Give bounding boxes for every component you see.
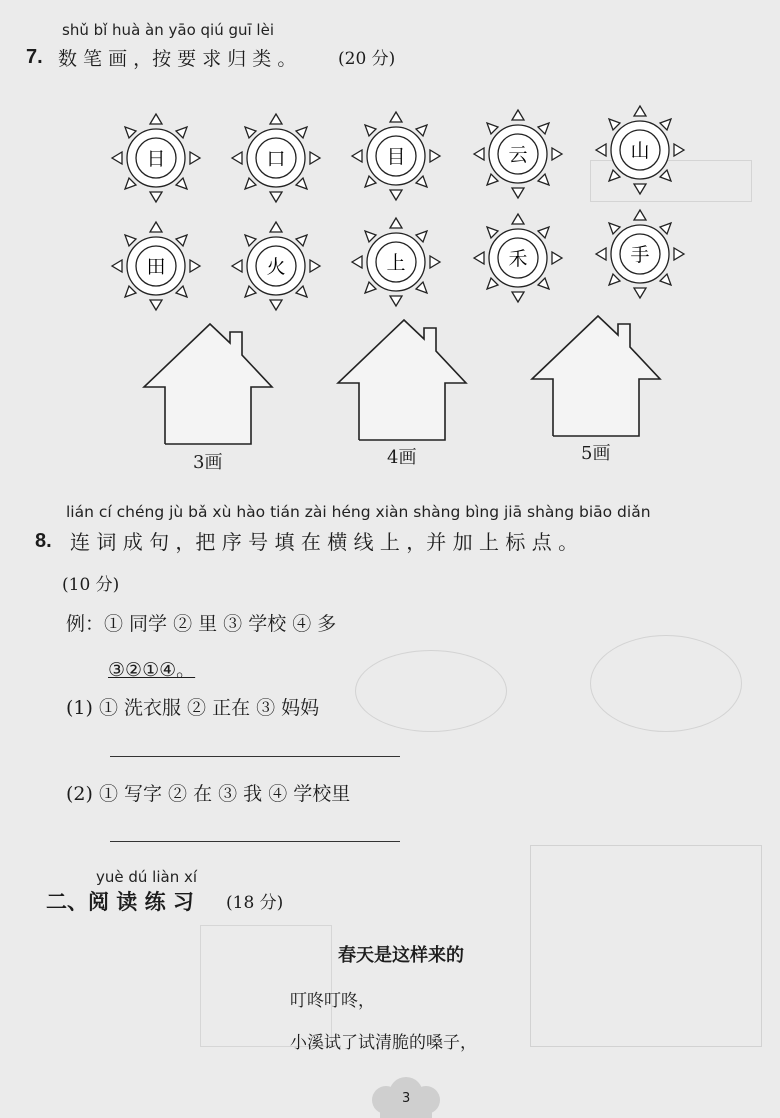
sun-char: 手 [630, 244, 650, 266]
sun-char: 禾 [508, 248, 528, 270]
sun-char: 目 [386, 146, 406, 168]
q8-instruction: 连 词 成 句 ，把 序 号 填 在 横 线 上 ，并 加 上 标 点 。 [70, 530, 579, 554]
example-label: 例： [66, 613, 105, 635]
house-5-strokes [528, 312, 668, 438]
poem-title: 春天是这样来的 [338, 945, 464, 966]
sun-char: 云 [508, 144, 528, 166]
sun-char: 口 [266, 148, 286, 170]
section2-pinyin: yuè dú liàn xí [96, 868, 198, 886]
q8-score: (10 分) [62, 575, 120, 595]
bleed-through-oval [355, 650, 507, 732]
bleed-through-box [530, 845, 762, 1047]
q7-instruction: 数 笔 画 ，按 要 求 归 类 。 [58, 48, 297, 70]
answer-line-1[interactable] [110, 756, 400, 757]
q7-number: 7. [26, 46, 43, 68]
sun-char: 山 [630, 140, 650, 162]
sun-char-ri [110, 112, 202, 204]
house-label: 5画 [581, 443, 611, 464]
sun-char: 田 [146, 256, 166, 278]
sun-char-kou [230, 112, 322, 204]
example-words: ① 同学 ② 里 ③ 学校 ④ 多 [104, 613, 337, 635]
sun-char-shou [594, 208, 686, 300]
answer-line-2[interactable] [110, 841, 400, 842]
q8-item-2: (2) ① 写字 ② 在 ③ 我 ④ 学校里 [66, 783, 351, 805]
q7-pinyin: shǔ bǐ huà àn yāo qiú guī lèi [62, 21, 274, 39]
section2-title: 二、阅 读 练 习 [46, 889, 194, 914]
house-label: 3画 [193, 452, 223, 473]
sun-char-shan [594, 104, 686, 196]
sun-char: 火 [266, 256, 286, 278]
house-label: 4画 [387, 447, 417, 468]
bleed-through-oval [590, 635, 742, 732]
sun-char-yun [472, 108, 564, 200]
sun-char: 上 [386, 252, 406, 274]
q8-number: 8. [35, 530, 52, 552]
q8-pinyin: lián cí chéng jù bǎ xù hào tián zài héng xiàn shàng bìng jiā shàng biāo diǎn [66, 503, 651, 521]
poem-line-1: 叮咚叮咚， [290, 991, 375, 1011]
house-3-strokes [140, 320, 280, 446]
sun-char-tian [110, 220, 202, 312]
sun-char-shang [350, 216, 442, 308]
page-number: 3 [402, 1091, 411, 1106]
q8-item-1: (1) ① 洗衣服 ② 正在 ③ 妈妈 [66, 697, 320, 719]
sun-char: 日 [146, 148, 166, 170]
house-4-strokes [334, 316, 474, 442]
sun-char-huo [230, 220, 322, 312]
section2-score: (18 分) [226, 893, 284, 913]
example-answer: ③②①④。 [108, 659, 196, 681]
sun-char-mu [350, 110, 442, 202]
sun-char-he [472, 212, 564, 304]
poem-line-2: 小溪试了试清脆的嗓子， [290, 1033, 477, 1053]
q7-score: (20 分) [338, 49, 396, 69]
